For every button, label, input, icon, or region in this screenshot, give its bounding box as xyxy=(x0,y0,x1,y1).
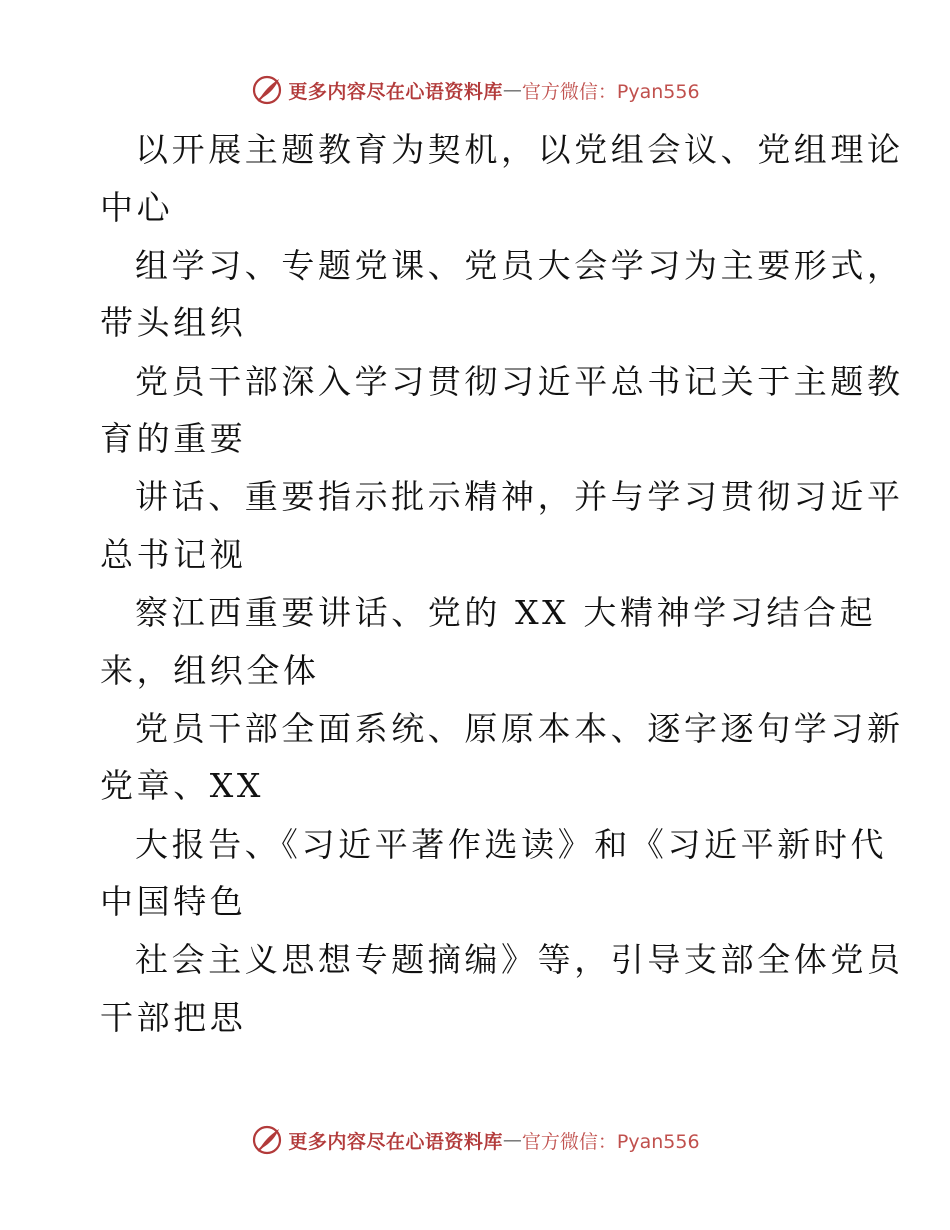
banner-main-text: 更多内容尽在心语资料库 xyxy=(288,1130,503,1153)
text-line: 来，组织全体 xyxy=(100,651,320,690)
text-line: 讲话、重要指示批示精神，并与学习贯彻习近平 xyxy=(135,477,904,516)
footer-watermark xyxy=(0,1120,950,1160)
text-line: 党员干部深入学习贯彻习近平总书记关于主题教 xyxy=(135,362,904,401)
text-line: 中国特色 xyxy=(100,882,247,921)
feather-quill-icon xyxy=(250,1123,284,1157)
text-line: 党章、XX xyxy=(100,766,264,805)
text-line: 以开展主题教育为契机，以党组会议、党组理论 xyxy=(135,130,904,169)
text-line: 总书记视 xyxy=(100,535,247,574)
banner-dash: — xyxy=(502,79,522,101)
text-line: 党员干部全面系统、原原本本、逐字逐句学习新 xyxy=(135,709,904,748)
text-line: 干部把思 xyxy=(100,998,247,1037)
text-line: 组学习、专题党课、党员大会学习为主要形式， xyxy=(135,246,904,285)
banner-wechat-text: 官方微信：Pyan556 xyxy=(521,1130,700,1153)
banner-wechat-text: 官方微信：Pyan556 xyxy=(521,80,700,103)
text-line: 育的重要 xyxy=(100,419,247,458)
banner-main-text: 更多内容尽在心语资料库 xyxy=(288,80,503,103)
text-line: 中心 xyxy=(100,188,174,227)
text-line: 察江西重要讲话、党的 XX 大精神学习结合起 xyxy=(135,593,877,632)
feather-quill-icon xyxy=(250,73,284,107)
banner-dash: — xyxy=(502,1129,522,1151)
text-line: 大报告、《习近平著作选读》和《习近平新时代 xyxy=(135,825,888,864)
text-line: 带头组织 xyxy=(100,303,247,342)
header-watermark xyxy=(0,70,950,110)
text-line: 社会主义思想专题摘编》等，引导支部全体党员 xyxy=(135,940,904,979)
